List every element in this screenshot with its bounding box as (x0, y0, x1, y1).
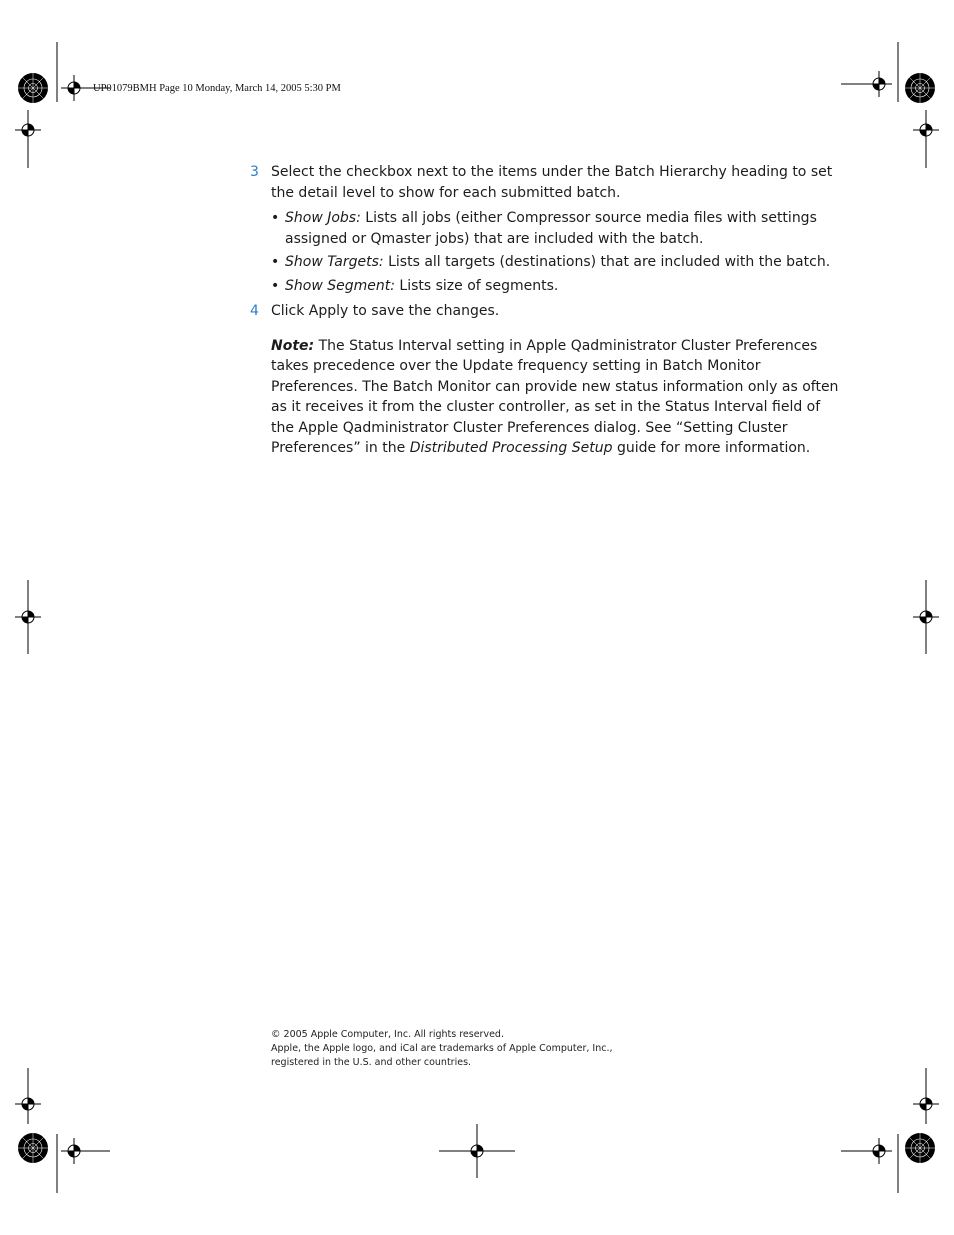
trademark-line: Apple, the Apple logo, and iCal are trademarks of Apple Computer, Inc., (271, 1043, 613, 1054)
note-label: Note: (271, 337, 315, 354)
step-number: 4 (250, 303, 259, 319)
registration-mark (920, 611, 932, 623)
registration-star-mark (18, 73, 48, 103)
option-term: Show Jobs: (285, 210, 361, 226)
step-number: 3 (250, 164, 259, 180)
registration-mark (873, 1145, 885, 1157)
print-slug: UP01079BMH Page 10 Monday, March 14, 2005 5:30 PM (93, 83, 341, 94)
copyright-line: © 2005 Apple Computer, Inc. All rights reserved. (271, 1029, 504, 1040)
step-text: Click Apply to save the changes. (271, 303, 500, 319)
option-description: Lists size of segments. (394, 277, 559, 294)
bullet-icon: • (271, 277, 280, 294)
registration-star-mark (18, 1133, 48, 1163)
list-item (271, 252, 840, 273)
note-paragraph (271, 336, 840, 459)
list-item (271, 208, 840, 249)
option-description: Lists all targets (destinations) that are included with the batch. (383, 254, 831, 270)
step-4 (250, 301, 840, 322)
option-term: Show Targets: (285, 254, 384, 270)
registration-mark (920, 124, 932, 136)
registration-mark (22, 124, 34, 136)
book-title: Distributed Processing Setup (409, 440, 613, 456)
registration-mark (68, 82, 80, 94)
registration-mark (920, 1098, 932, 1110)
trademark-line: registered in the U.S. and other countries. (271, 1057, 472, 1068)
step-text: Select the checkbox next to the items under the Batch Hierarchy heading to set the detail level to show for each submitted batch. (271, 164, 833, 201)
page-body (250, 162, 840, 459)
option-term: Show Segment: (285, 277, 395, 294)
note-tail: guide for more information. (612, 440, 811, 456)
option-description: Lists all jobs (either Compressor source media files with settings assigned or Qmaster jobs) that are included with the batch. (285, 210, 817, 247)
registration-star-mark (905, 1133, 935, 1163)
bullet-icon: • (271, 254, 280, 270)
note-text: The Status Interval setting in Apple Qadministrator Cluster Preferences takes precedence over the Update frequency setting in Batch Monitor Preferences. The Batch Monitor can provide new status information only as often as it receives it from the cluster controller, as set in the Status Interval field of the Apple Qadministrator Cluster Preferences dialog. See “Setting Cluster Preferences” in the (271, 337, 839, 456)
list-item (271, 276, 840, 297)
registration-mark (873, 78, 885, 90)
copyright-footer (271, 1028, 613, 1070)
registration-mark (22, 611, 34, 623)
registration-mark (68, 1145, 80, 1157)
registration-star-mark (905, 73, 935, 103)
step-3 (250, 162, 840, 203)
registration-mark (471, 1145, 483, 1157)
registration-mark (22, 1098, 34, 1110)
bullet-icon: • (271, 210, 280, 226)
batch-hierarchy-options (250, 208, 840, 296)
